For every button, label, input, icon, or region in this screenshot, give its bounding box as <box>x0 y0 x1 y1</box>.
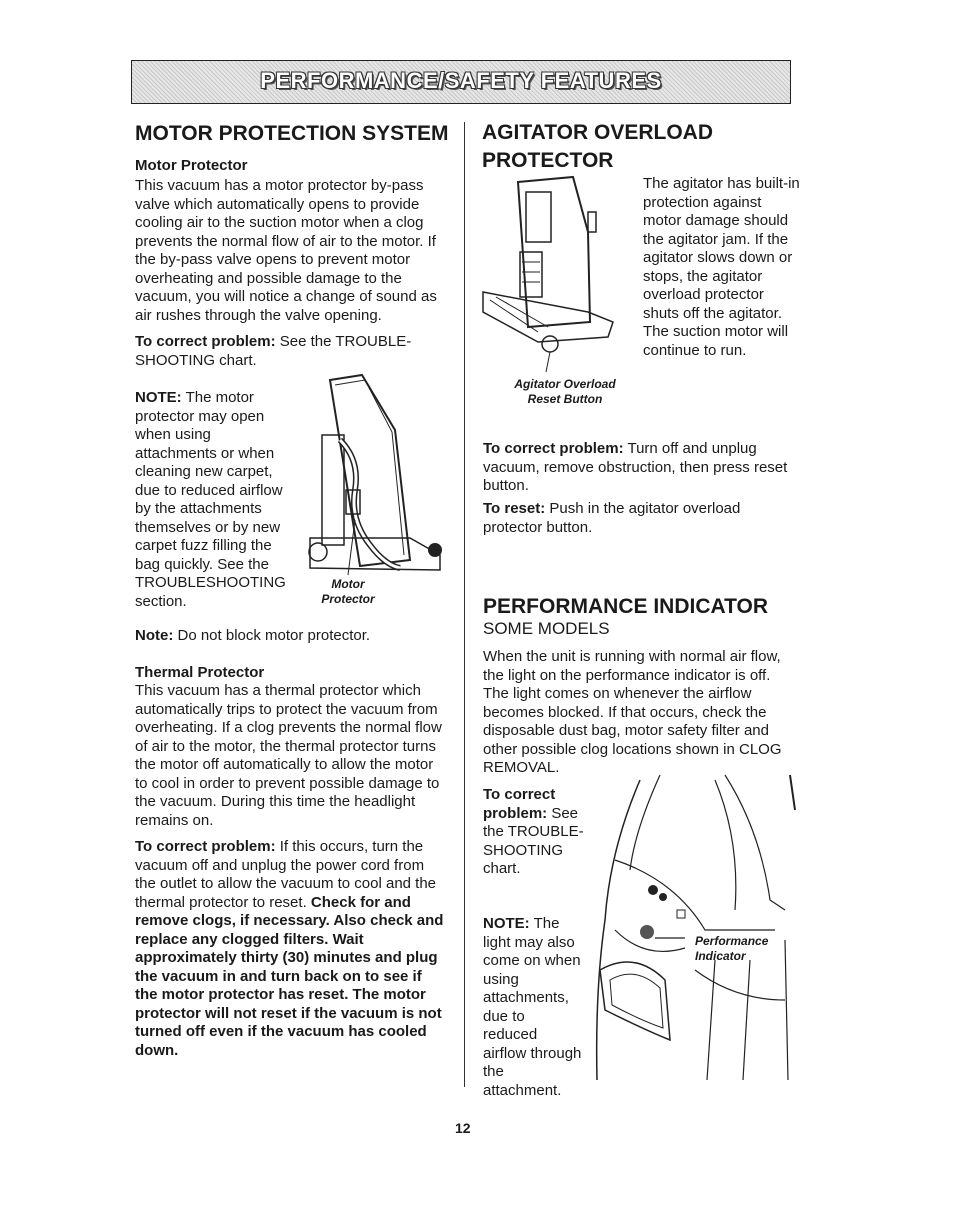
thermal-paragraph: This vacuum has a thermal protector which automatically trips to protect the vacuum from overheating. If a clog prevents the normal flow of air to the motor, the thermal protector turns the motor off automatically to allow the motor to cool in order to prevent possible damage to the vacuum. During this time the headlight remains on. <box>135 682 442 829</box>
thermal-correct-problem <box>135 838 447 1060</box>
motor-heading: MOTOR PROTECTION SYSTEM <box>135 122 449 145</box>
performance-note <box>483 915 583 1100</box>
motor-correct-text: See the TROUBLE-SHOOTING chart. <box>135 333 412 369</box>
agitator-heading-line2: PROTECTOR <box>482 149 614 172</box>
agitator-reset-label: To reset: <box>483 500 546 517</box>
performance-paragraph: When the unit is running with normal air flow, the light on the performance indicator is off. The light comes on whenever the airflow becomes blocked. If that occurs, check the disposable dust bag, motor safety filter and other possible clog locations shown in CLOG REMOVAL. <box>483 648 782 776</box>
agitator-caption-line1: Agitator Overload <box>514 377 616 391</box>
section-banner <box>131 60 791 104</box>
thermal-correct-label: To correct problem: <box>135 838 276 855</box>
performance-correct-problem <box>483 786 588 879</box>
performance-indicator-illustration <box>585 770 800 1080</box>
agitator-correct-text: Turn off and unplug vacuum, remove obstruction, then press reset button. <box>483 440 788 494</box>
agitator-caption-line2: Reset Button <box>527 392 603 406</box>
performance-correct-text: See the TROUBLE-SHOOTING chart. <box>483 804 584 877</box>
performance-figure-caption <box>695 934 785 964</box>
page-number: 12 <box>455 1120 471 1136</box>
performance-subheading: SOME MODELS <box>483 619 610 638</box>
performance-note-text: The light may also come on when using attachments, due to reduced airflow through the attachment. <box>483 915 582 1099</box>
thermal-correct-text: If this occurs, turn the vacuum off and unplug the power cord from the outlet to allow the vacuum to cool and the thermal protector to reset. <box>135 838 437 911</box>
agitator-reset <box>483 500 793 537</box>
motor-correct-label: To correct problem: <box>135 333 276 350</box>
agitator-heading <box>482 119 802 175</box>
motor-note2-label: Note: <box>135 627 174 644</box>
motor-protector-illustration <box>300 370 460 600</box>
performance-correct-label: To correct problem: <box>483 786 556 822</box>
performance-caption-line1: Performance <box>695 934 769 948</box>
motor-subheading: Motor Protector <box>135 157 248 174</box>
motor-correct-problem <box>135 333 440 370</box>
motor-figure-caption: Motor Protector <box>321 577 375 606</box>
thermal-correct-bold: Check for and remove clogs, if necessary. Also check and replace any clogged filters. Wait approximately thirty (30) minutes and plug the vacuum in and turn back on to see if the motor protector has reset. The motor protector will not reset if the vacuum is not turned off even if the vacuum has cooled down. <box>135 893 444 1059</box>
performance-heading: PERFORMANCE INDICATOR <box>483 595 769 618</box>
performance-caption-line2: Indicator <box>695 949 746 963</box>
motor-paragraph: This vacuum has a motor protector by-pass valve which automatically opens to provide cooling air to the suction motor when a clog prevents the normal flow of air to the motor. If the by-pass valve opens to prevent motor overheating and possible damage to the vacuum, you will notice a change of sound as air rushes through the valve opening. <box>135 177 437 324</box>
agitator-paragraph: The agitator has built-in protection against motor damage should the agitator jam. If the agitator slows down or stops, the agitator overload protector shuts off the agitator. The suction motor will continue to run. <box>643 175 800 359</box>
agitator-correct-problem <box>483 440 793 496</box>
thermal-subheading: Thermal Protector <box>135 664 265 681</box>
performance-note-label: NOTE: <box>483 915 530 932</box>
agitator-heading-line1: AGITATOR OVERLOAD <box>482 121 713 144</box>
agitator-correct-label: To correct problem: <box>483 440 624 457</box>
motor-note-label: NOTE: <box>135 389 182 406</box>
agitator-figure-caption <box>500 377 630 407</box>
motor-note2-text: Do not block motor protector. <box>173 627 371 644</box>
banner-title: PERFORMANCE/SAFETY FEATURES <box>260 68 662 93</box>
agitator-reset-text: Push in the agitator overload protector button. <box>483 500 741 536</box>
agitator-illustration <box>478 172 638 377</box>
motor-note <box>135 389 295 611</box>
motor-note2 <box>135 627 445 646</box>
column-divider <box>464 122 465 1087</box>
motor-note-text: The motor protector may open when using attachments or when cleaning new carpet, due to reduced airflow by the attachments themselves or by new carpet fuzz filling the bag quickly. See the TROUBLESHOOTING section. <box>135 389 286 610</box>
